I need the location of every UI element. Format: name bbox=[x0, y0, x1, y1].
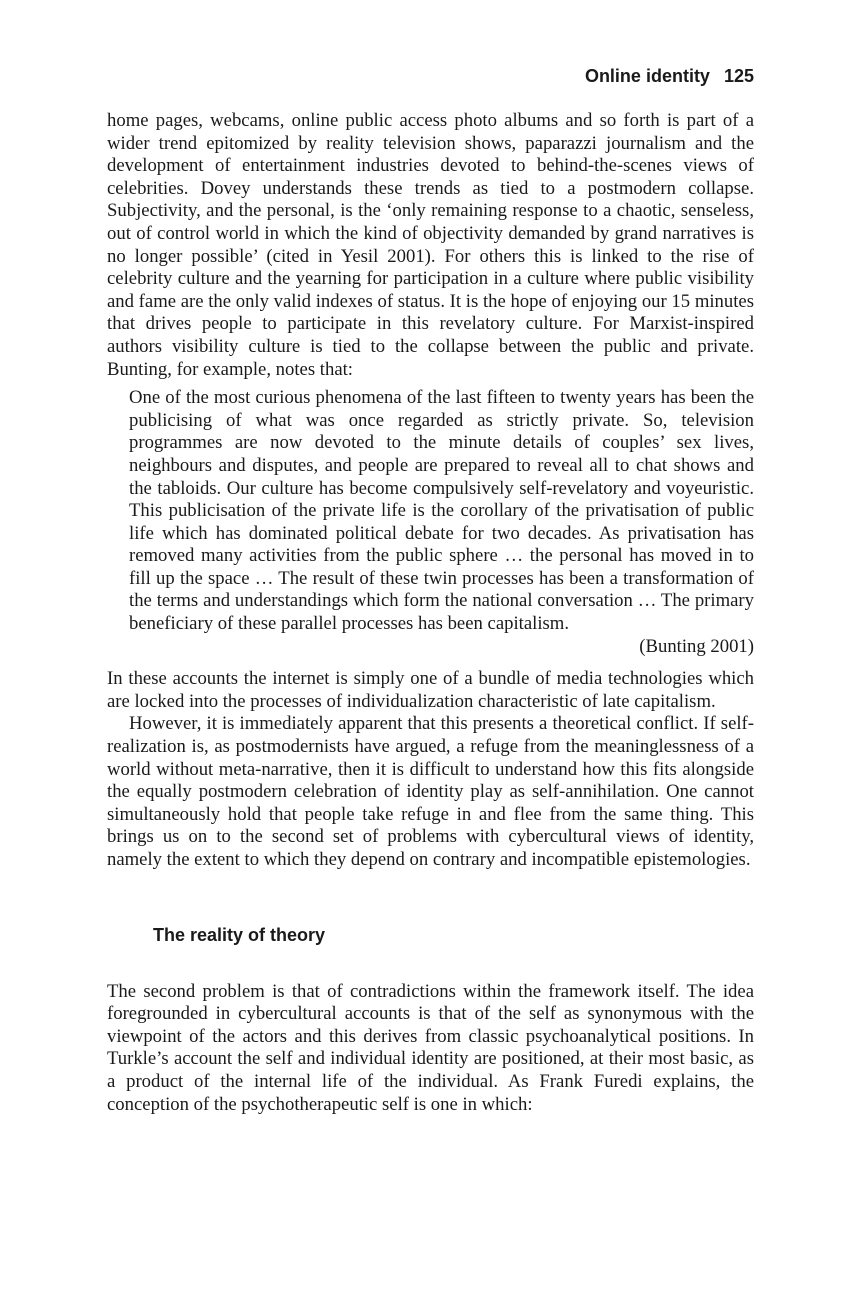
section-reality-of-theory bbox=[107, 923, 754, 1117]
quote-citation: (Bunting 2001) bbox=[639, 635, 754, 657]
paragraph-continued: home pages, webcams, online public access photo albums and so forth is part of a wider trend epitomized by reality television shows, paparazzi journalism and the development of entertainment industries devoted to behind-the-scenes views of celebrities. Dovey understands these trends as tied to a postmodern collapse. Subjectivity, and the personal, is the ‘only remaining response to a chaotic, senseless, out of control world in which the kind of objectivity demanded by grand narratives is no longer possible’ (cited in Yesil 2001). For others this is linked to the rise of celebrity culture and the yearning for participation in a culture where public visibility and fame are the only valid indexes of status. It is the hope of enjoying our 15 minutes that drives people to participate in this revelatory culture. For Marxist-inspired authors visibility culture is tied to the collapse between the public and private. Bunting, for example, notes that: bbox=[107, 110, 754, 380]
paragraph: In these accounts the internet is simply one of a bundle of media technologies which are locked into the processes of individualization characteristic of late capitalism. bbox=[107, 668, 754, 712]
running-head bbox=[107, 62, 754, 90]
running-head-title: Online identity bbox=[584, 66, 710, 86]
paragraph: The second problem is that of contradictions within the framework itself. The idea foregrounded in cybercultural accounts is that of the self as synonymous with the viewpoint of the actors and this derives from classic psychoanalytical positions. In Turkle’s account the self and individual identity are positioned, at their most basic, as a product of the internal life of the individual. As Frank Furedi explains, the conception of the psychotherapeutic self is one in which: bbox=[107, 980, 754, 1115]
page-number: 125 bbox=[723, 66, 754, 86]
paragraph: However, it is immediately apparent that this presents a theoretical conflict. If self-realization is, as postmodernists have argued, a refuge from the meaninglessness of a world without meta-narrative, then it is difficult to understand how this fits alongside the equally postmodern celebration of identity play as self-annihilation. One cannot simultaneously hold that people take refuge in and flee from the same thing. This brings us on to the second set of problems with cybercultural views of identity, namely the extent to which they depend on contrary and incompatible epistemologies. bbox=[107, 713, 754, 870]
body-text bbox=[107, 110, 754, 872]
quote-text: One of the most curious phenomena of the last fifteen to twenty years has been the publicising of what was once regarded as strictly private. So, television programmes are now devoted to the minute details of couples’ sex lives, neighbours and disputes, and people are prepared to reveal all to chat shows and the tabloids. Our culture has become compulsively self-revelatory and voyeuristic. This publicisation of the private life is the corollary of the privatisation of public life which has dominated political debate for two decades. As privatisation has removed many activities from the public sphere … the personal has moved in to fill up the space … The result of these twin processes has been a transformation of the terms and understandings which form the national conversation … The primary beneficiary of these parallel processes has been capitalism. bbox=[129, 387, 754, 635]
book-page bbox=[107, 62, 754, 1116]
section-heading: The reality of theory bbox=[153, 924, 326, 945]
block-quote bbox=[129, 387, 754, 658]
